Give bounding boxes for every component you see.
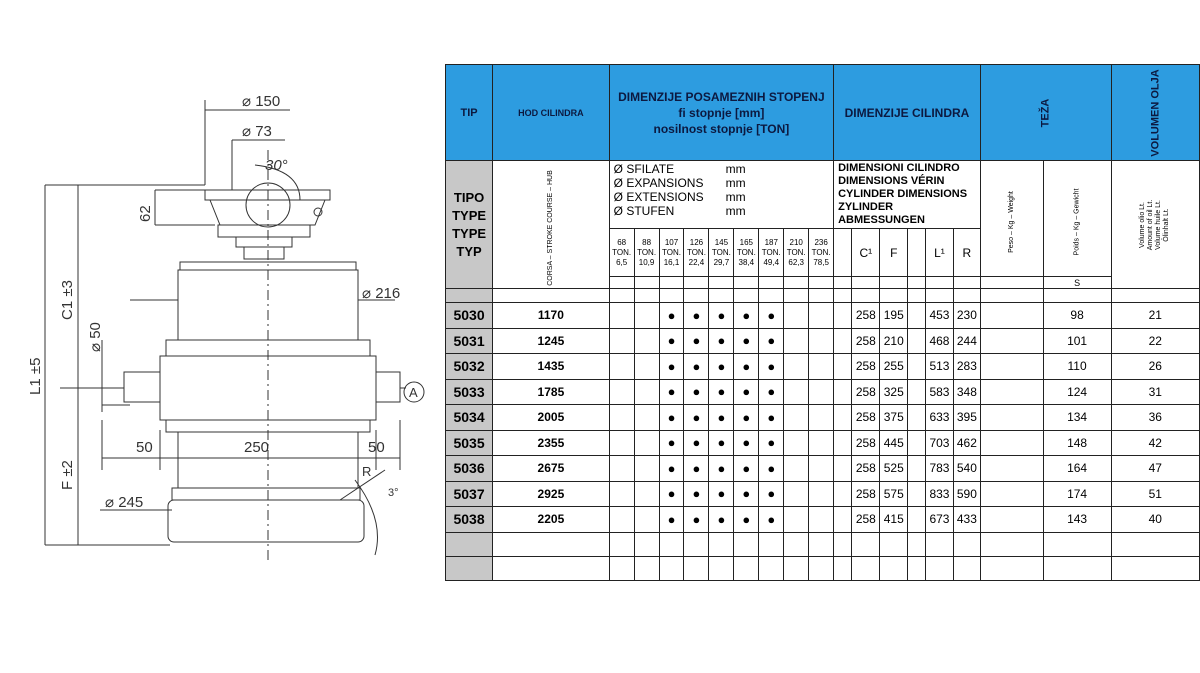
cylinder-spec-table [445, 64, 1200, 581]
r-value: 433 [953, 507, 980, 533]
stage-empty [634, 354, 659, 380]
stage-dot: ● [709, 456, 734, 482]
stage-dot: ● [734, 303, 759, 329]
l1-value: 783 [926, 456, 954, 482]
stage-empty [609, 507, 634, 533]
weight-blank [980, 405, 1043, 431]
dim-col-l1: L¹ [926, 229, 954, 277]
stage-unit-label: Ø STUFEN [613, 204, 675, 218]
dim-3deg: 3° [388, 487, 399, 499]
dim-col-f: F [880, 229, 908, 277]
stage-dot: ● [734, 481, 759, 507]
spacer-row [446, 289, 1200, 303]
dim-blank [834, 303, 852, 329]
volumen-label: VOLUMEN OLJA [1149, 68, 1162, 157]
stroke-value-cell: 2205 [493, 507, 610, 533]
weight-blank [980, 328, 1043, 354]
stage-dot: ● [659, 456, 684, 482]
stage-empty [784, 379, 809, 405]
c1-value: 258 [852, 481, 880, 507]
r-value: 395 [953, 405, 980, 431]
c1-value: 258 [852, 405, 880, 431]
typ-label: TYP [456, 243, 482, 259]
stage-dot: ● [734, 354, 759, 380]
weight-blank [980, 303, 1043, 329]
weight-cell-1 [980, 161, 1043, 277]
dim-blank [834, 507, 852, 533]
f-value: 575 [880, 481, 908, 507]
stage-dot: ● [709, 379, 734, 405]
dim-blank [908, 379, 926, 405]
stage-dot: ● [734, 430, 759, 456]
stroke-value-cell: 2355 [493, 430, 610, 456]
stage-dot: ● [759, 354, 784, 380]
type-label-1: TYPE [452, 207, 487, 223]
r-value: 590 [953, 481, 980, 507]
stroke-value-cell: 2925 [493, 481, 610, 507]
type-cell: 5033 [446, 379, 493, 405]
volume-value: 42 [1111, 430, 1199, 456]
c1-value: 258 [852, 507, 880, 533]
dim-col-c1: C¹ [852, 229, 880, 277]
stage-empty [784, 328, 809, 354]
volume-value: 36 [1111, 405, 1199, 431]
dim-d216: ⌀ 216 [362, 285, 401, 302]
dim-blank [908, 405, 926, 431]
stage-empty [609, 354, 634, 380]
r-value: 283 [953, 354, 980, 380]
r-value: 462 [953, 430, 980, 456]
dim-blank [834, 456, 852, 482]
c1-value: 258 [852, 430, 880, 456]
dim-blank [908, 328, 926, 354]
weight-blank [980, 379, 1043, 405]
stage-empty [809, 405, 834, 431]
f-value: 210 [880, 328, 908, 354]
weight-value: 148 [1043, 430, 1111, 456]
cylinder-dim-language: DIMENSIONI CILINDRO [838, 162, 960, 174]
stage-spec: 236 TON. 78,5 [809, 229, 834, 277]
stage-unit-mm: mm [725, 204, 746, 218]
type-cell: 5035 [446, 430, 493, 456]
l1-value: 703 [926, 430, 954, 456]
weight-label-1: Peso – Kg – Weight [1007, 190, 1015, 253]
stage-empty [784, 303, 809, 329]
stage-dot: ● [709, 328, 734, 354]
f-value: 445 [880, 430, 908, 456]
dim-250: 250 [244, 439, 270, 456]
stage-dot: ● [709, 405, 734, 431]
neck-lower [244, 247, 284, 259]
tipo-type-cell [446, 161, 493, 289]
weight-value: 98 [1043, 303, 1111, 329]
dim-50-right: 50 [368, 439, 385, 456]
type-cell: 5032 [446, 354, 493, 380]
dim-h62: 62 [137, 205, 154, 222]
weight-value: 143 [1043, 507, 1111, 533]
stage-dot: ● [734, 507, 759, 533]
type-cell: 5031 [446, 328, 493, 354]
stage-dot: ● [759, 379, 784, 405]
stage-empty [784, 430, 809, 456]
left-trunnion-pin [124, 372, 160, 402]
type-cell: 5036 [446, 456, 493, 482]
volume-value: 21 [1111, 303, 1199, 329]
c1-value: 258 [852, 456, 880, 482]
stage-dot: ● [709, 354, 734, 380]
stage-dot: ● [759, 405, 784, 431]
stage-empty [609, 405, 634, 431]
stage-spec: 145 TON. 29,7 [709, 229, 734, 277]
table-row [446, 456, 1200, 482]
stage-unit-mm: mm [725, 190, 746, 204]
volume-value: 26 [1111, 354, 1199, 380]
stage-dot: ● [659, 430, 684, 456]
stage-spec: 187 TON. 49,4 [759, 229, 784, 277]
stroke-value-cell: 1245 [493, 328, 610, 354]
tipo-label: TIPO [453, 189, 485, 205]
stage-dot: ● [684, 456, 709, 482]
l1-value: 633 [926, 405, 954, 431]
spec-data-rows [446, 303, 1200, 533]
stage-dot: ● [684, 303, 709, 329]
type-cell: 5034 [446, 405, 493, 431]
l1-value: 513 [926, 354, 954, 380]
dim-50-left: 50 [136, 439, 153, 456]
stage-empty [809, 481, 834, 507]
empty-row [446, 556, 1200, 580]
table-row [446, 430, 1200, 456]
stage-dot: ● [659, 481, 684, 507]
c1-value: 258 [852, 354, 880, 380]
volume-value: 47 [1111, 456, 1199, 482]
weight-blank [980, 456, 1043, 482]
table-row [446, 328, 1200, 354]
dim-blank [834, 379, 852, 405]
col-header-stages [609, 65, 833, 161]
table-row [446, 354, 1200, 380]
stage-dot: ● [659, 379, 684, 405]
stage-dot: ● [684, 481, 709, 507]
dim-blank [908, 354, 926, 380]
stage-spec: 165 TON. 38,4 [734, 229, 759, 277]
dim-blank [834, 354, 852, 380]
stages-header-line3: nosilnost stopnje [TON] [653, 121, 790, 136]
stage-dot: ● [709, 481, 734, 507]
empty-row [446, 532, 1200, 556]
stage-dot: ● [734, 379, 759, 405]
stage-empty [634, 405, 659, 431]
stroke-value-cell: 1435 [493, 354, 610, 380]
stage-dot: ● [759, 507, 784, 533]
stage-empty [784, 405, 809, 431]
stage-dot: ● [709, 430, 734, 456]
stage-empty [784, 507, 809, 533]
weight-value: 101 [1043, 328, 1111, 354]
stage-empty [809, 456, 834, 482]
head-fitting [314, 208, 322, 216]
spec-table-body [446, 65, 1200, 303]
table-row [446, 481, 1200, 507]
volume-value: 40 [1111, 507, 1199, 533]
type-label-2: TYPE [452, 225, 487, 241]
stage-dot: ● [759, 481, 784, 507]
stage-empty [609, 303, 634, 329]
stage-empty [609, 379, 634, 405]
dim-f: F ±2 [59, 460, 76, 490]
weight-value: 164 [1043, 456, 1111, 482]
stage-unit-line [614, 162, 829, 176]
stroke-cell [493, 161, 610, 289]
stages-header-line1: DIMENZIJE POSAMEZNIH STOPENJ [618, 89, 825, 104]
stage-unit-label: Ø EXTENSIONS [613, 190, 704, 204]
cylinder-drawing-svg [0, 60, 440, 620]
stage-dot: ● [759, 328, 784, 354]
stage-dot: ● [734, 456, 759, 482]
stage-unit-mm: mm [725, 176, 746, 190]
stage-empty [784, 456, 809, 482]
weight-value: 110 [1043, 354, 1111, 380]
f-value: 525 [880, 456, 908, 482]
dim-c1: C1 ±3 [59, 280, 76, 320]
stage-empty [634, 507, 659, 533]
stage-empty [809, 303, 834, 329]
base-ring-top [172, 488, 360, 500]
stage-dot: ● [709, 507, 734, 533]
dim-angle: 30° [265, 157, 288, 174]
stage-dot: ● [684, 328, 709, 354]
dim-d245: ⌀ 245 [105, 494, 144, 511]
stage-empty [784, 354, 809, 380]
volume-value: 31 [1111, 379, 1199, 405]
dim-l1: L1 ±5 [27, 357, 44, 395]
col-header-teza [980, 65, 1111, 161]
weight-cell-2 [1043, 161, 1111, 277]
cylinder-dim-language: DIMENSIONS VÉRIN [838, 175, 945, 187]
type-cell: 5038 [446, 507, 493, 533]
stage-empty [634, 481, 659, 507]
stages-header-line2: fi stopnje [mm] [678, 105, 765, 120]
stage-empty [809, 379, 834, 405]
stroke-value-cell: 1785 [493, 379, 610, 405]
spec-empty-rows [446, 532, 1200, 580]
dim-blank [908, 430, 926, 456]
stage-dot: ● [759, 303, 784, 329]
dim-blank [908, 507, 926, 533]
cylinder-languages-cell [834, 161, 981, 229]
dim-blank [834, 481, 852, 507]
col-header-cylinder: DIMENZIJE CILINDRA [834, 65, 981, 161]
dim-d50: ⌀ 50 [87, 322, 104, 352]
stage-dot: ● [684, 405, 709, 431]
detail-a-label: A [409, 385, 418, 400]
c1-value: 258 [852, 379, 880, 405]
stage-spec: 126 TON. 22,4 [684, 229, 709, 277]
stage-empty [634, 303, 659, 329]
col-header-tip: TIP [446, 65, 493, 161]
right-trunnion-pin [376, 372, 400, 402]
stroke-value-cell: 1170 [493, 303, 610, 329]
r-value: 540 [953, 456, 980, 482]
r-value: 244 [953, 328, 980, 354]
stage-unit-mm: mm [725, 162, 746, 176]
stage-dot: ● [659, 328, 684, 354]
dim-blank [908, 481, 926, 507]
stage-spec: 210 TON. 62,3 [784, 229, 809, 277]
dim-blank [908, 456, 926, 482]
l1-value: 468 [926, 328, 954, 354]
stage-dot: ● [709, 303, 734, 329]
volume-cell [1111, 161, 1199, 289]
weight-value: 124 [1043, 379, 1111, 405]
dim-blank [834, 328, 852, 354]
dim-d73: ⌀ 73 [242, 123, 272, 140]
stroke-value-cell: 2005 [493, 405, 610, 431]
stage-empty [609, 481, 634, 507]
stage-unit-line [614, 176, 829, 190]
stage-empty [634, 430, 659, 456]
stage-empty [634, 456, 659, 482]
stage-dot: ● [759, 456, 784, 482]
stage-dot: ● [659, 354, 684, 380]
stage-dot: ● [659, 405, 684, 431]
dim-blank [834, 405, 852, 431]
table-row [446, 507, 1200, 533]
stage-empty [809, 507, 834, 533]
f-value: 195 [880, 303, 908, 329]
dim-blank [908, 303, 926, 329]
stage-unit-label: Ø EXPANSIONS [613, 176, 704, 190]
col-header-hod: HOD CILINDRA [493, 65, 610, 161]
stage-dot: ● [684, 379, 709, 405]
stage-empty [809, 430, 834, 456]
stage-empty [634, 379, 659, 405]
c1-value: 258 [852, 328, 880, 354]
stage-empty [809, 354, 834, 380]
f-value: 375 [880, 405, 908, 431]
weight-blank [980, 481, 1043, 507]
neck-upper [236, 237, 292, 247]
subheader-row [446, 161, 1200, 229]
stage-empty [809, 328, 834, 354]
stage-unit-label: Ø SFILATE [613, 162, 675, 176]
stage-empty [609, 328, 634, 354]
type-cell: 5030 [446, 303, 493, 329]
stage-dot: ● [684, 507, 709, 533]
stage-dot: ● [734, 405, 759, 431]
dim-blank [834, 430, 852, 456]
dim-r: R [362, 464, 372, 479]
stage-spec: 68 TON. 6,5 [609, 229, 634, 277]
r-value: 230 [953, 303, 980, 329]
stage-spec: 88 TON. 10,9 [634, 229, 659, 277]
stage-unit-line [614, 190, 829, 204]
weight-value: 174 [1043, 481, 1111, 507]
dim-col-blank [908, 229, 926, 277]
stage-dot: ● [659, 303, 684, 329]
volume-label: Volume olio Lt. Amount of oil Lt. Volume huile Lt. Ölinhalt Lt. [1139, 199, 1171, 250]
header-row [446, 65, 1200, 161]
col-header-volumen [1111, 65, 1199, 161]
table-row [446, 405, 1200, 431]
table-row [446, 379, 1200, 405]
l1-value: 453 [926, 303, 954, 329]
stage-empty [634, 328, 659, 354]
stage-spec: 107 TON. 16,1 [659, 229, 684, 277]
stage-units-cell [609, 161, 833, 229]
dim-col-blank [834, 229, 852, 277]
weight-blank [980, 354, 1043, 380]
volume-value: 51 [1111, 481, 1199, 507]
stage-empty [609, 456, 634, 482]
weight-label-2: Poids – Kg – Gewicht [1073, 188, 1081, 255]
f-value: 325 [880, 379, 908, 405]
l1-value: 673 [926, 507, 954, 533]
type-cell: 5037 [446, 481, 493, 507]
weight-blank [980, 430, 1043, 456]
dim-d150: ⌀ 150 [242, 93, 281, 110]
l1-value: 833 [926, 481, 954, 507]
stage-dot: ● [759, 430, 784, 456]
stage-dot: ● [734, 328, 759, 354]
stroke-value-cell: 2675 [493, 456, 610, 482]
f-value: 255 [880, 354, 908, 380]
base-ring [168, 500, 364, 542]
weight-value: 134 [1043, 405, 1111, 431]
weight-blank [980, 507, 1043, 533]
l1-value: 583 [926, 379, 954, 405]
cylinder-dim-language: ZYLINDER ABMESSUNGEN [838, 201, 925, 226]
stage-empty [784, 481, 809, 507]
stage-dot: ● [684, 354, 709, 380]
f-value: 415 [880, 507, 908, 533]
table-row [446, 303, 1200, 329]
stroke-label: CORSA – STROKE COURSE – HUB [546, 169, 554, 286]
stage-empty [609, 430, 634, 456]
cylinder-dim-language: CYLINDER DIMENSIONS [838, 188, 968, 200]
stage-unit-line [614, 204, 829, 218]
cylinder-technical-drawing [0, 60, 440, 620]
teza-label: TEŽA [1039, 98, 1052, 127]
dim-col-r: R [953, 229, 980, 277]
stage-dot: ● [684, 430, 709, 456]
r-value: 348 [953, 379, 980, 405]
s-label: S [1043, 277, 1111, 289]
volume-value: 22 [1111, 328, 1199, 354]
stage-dot: ● [659, 507, 684, 533]
c1-value: 258 [852, 303, 880, 329]
